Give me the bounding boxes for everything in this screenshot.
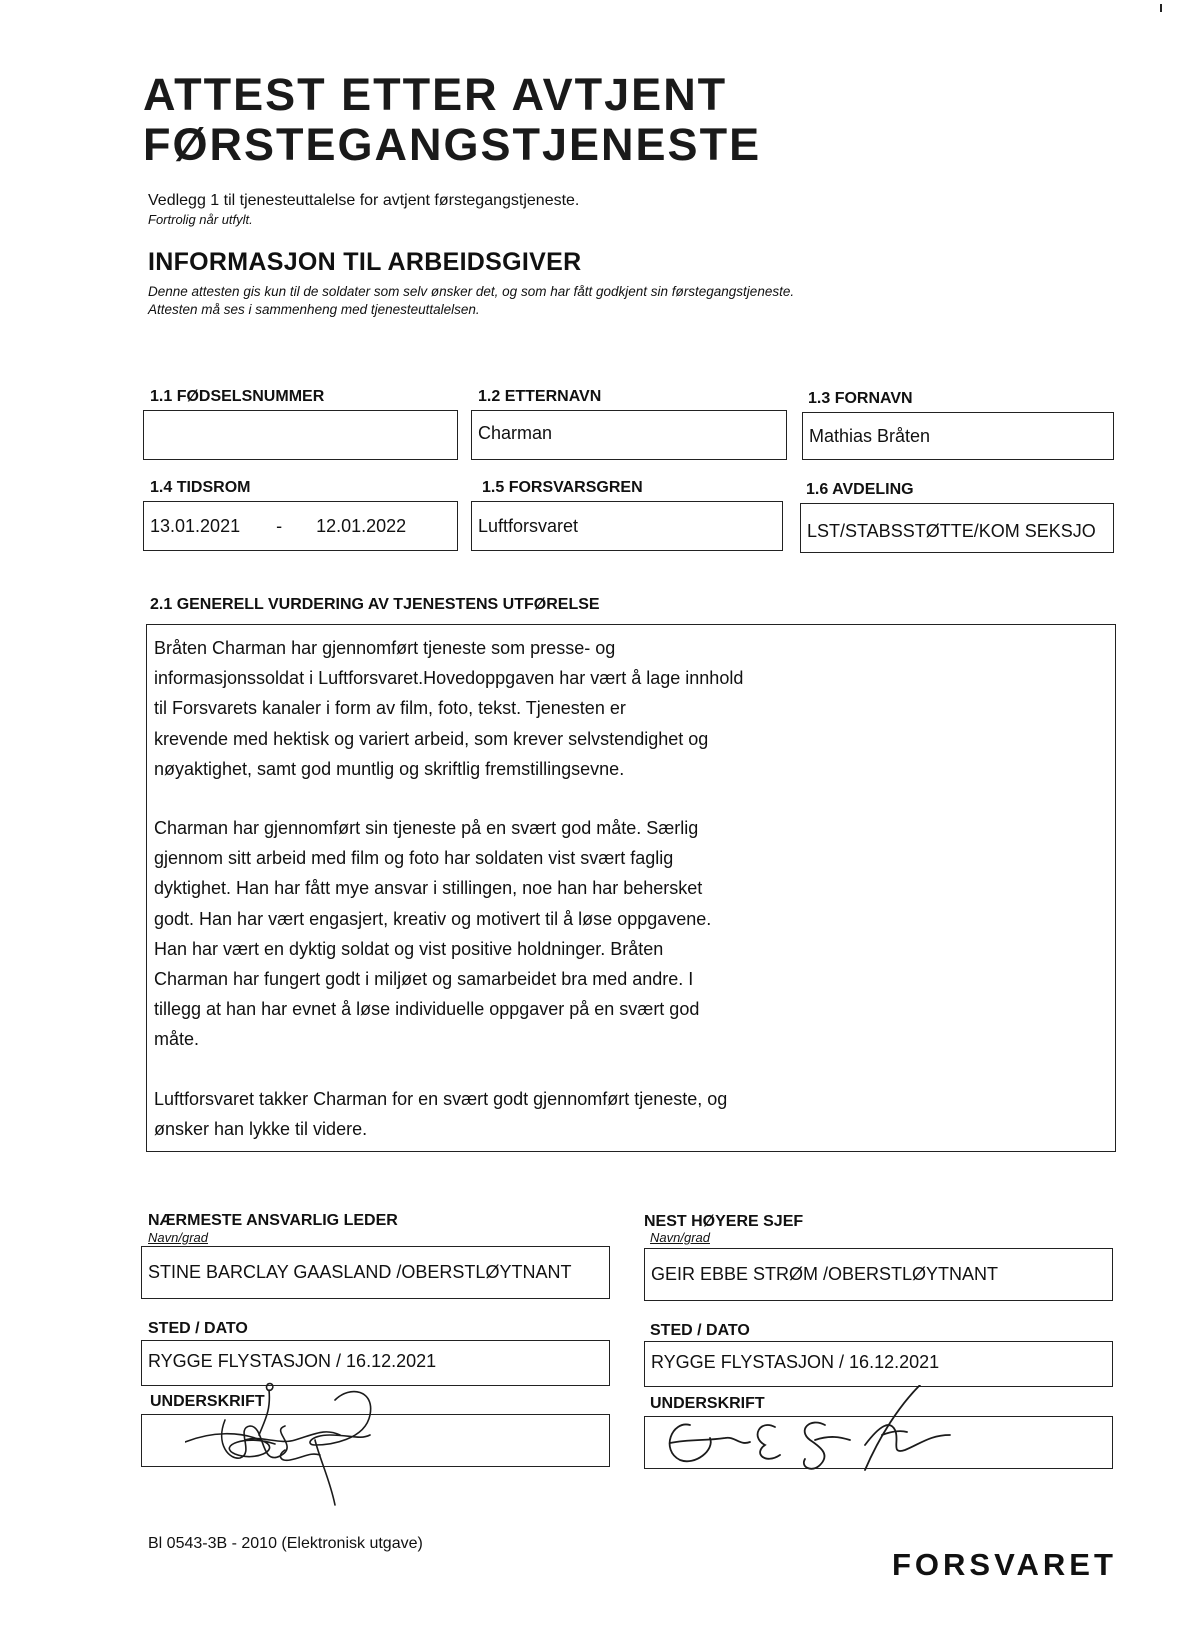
- assessment-paragraph-1: Bråten Charman har gjennomført tjeneste som presse- og informasjonssoldat i Luftforsvaret.Hovedoppgaven har vært å lage innhold til Forsvarets kanaler i form av film, foto, tekst. Tjenesten er krevende med hektisk og variert arbeid, som krever selvstendighet og nøyaktighet, samt god muntlig og skriftlig fremstillingsevne.: [154, 638, 744, 779]
- birth-number-field[interactable]: [143, 410, 458, 460]
- right-place-value: RYGGE FLYSTASJON / 16.12.2021: [651, 1352, 940, 1372]
- forsvaret-logo: [892, 1547, 1117, 1583]
- branch-value: Luftforsvaret: [478, 516, 579, 536]
- right-place-label: STED / DATO: [650, 1322, 750, 1339]
- period-separator: -: [276, 515, 283, 536]
- right-signature-drawing: [650, 1385, 970, 1480]
- branch-field[interactable]: [471, 501, 783, 551]
- firstname-value: Mathias Bråten: [809, 425, 931, 446]
- surname-field[interactable]: [471, 410, 787, 460]
- surname-value: Charman: [478, 423, 553, 443]
- period-to-value: 12.01.2022: [316, 515, 407, 536]
- subtitle: Vedlegg 1 til tjenesteuttalelse for avtjent førstegangstjeneste.: [148, 192, 580, 209]
- period-field[interactable]: [143, 501, 458, 551]
- right-name-sublabel: Navn/grad: [650, 1230, 710, 1245]
- right-name-field[interactable]: [644, 1248, 1113, 1301]
- section-note-1: Denne attesten gis kun til de soldater som selv ønsker det, og som har fått godkjent sin førstegangstjeneste.: [148, 284, 795, 299]
- right-place-field[interactable]: [644, 1341, 1113, 1387]
- left-place-value: RYGGE FLYSTASJON / 16.12.2021: [148, 1351, 437, 1371]
- branch-label: 1.5 FORSVARSGREN: [482, 479, 643, 496]
- right-signature-label: UNDERSKRIFT: [650, 1395, 765, 1412]
- title-line-1: ATTEST ETTER AVTJENT: [143, 69, 728, 120]
- document-title: [143, 70, 761, 170]
- section-heading: INFORMASJON TIL ARBEIDSGIVER: [148, 248, 582, 276]
- form-code: Bl 0543-3B - 2010 (Elektronisk utgave): [148, 1535, 423, 1552]
- left-signature-drawing: [185, 1380, 415, 1510]
- period-label: 1.4 TIDSROM: [150, 479, 251, 496]
- department-field[interactable]: [800, 503, 1114, 553]
- left-place-label: STED / DATO: [148, 1320, 248, 1337]
- left-name-value: STINE BARCLAY GAASLAND /OBERSTLØYTNANT: [148, 1262, 572, 1282]
- left-name-sublabel: Navn/grad: [148, 1230, 208, 1245]
- firstname-label: 1.3 FORNAVN: [808, 390, 913, 407]
- title-line-2: FØRSTEGANGSTJENESTE: [143, 119, 762, 170]
- section-note-2: Attesten må ses i sammenheng med tjenesteuttalelsen.: [148, 302, 480, 317]
- confidential-note: Fortrolig når utfylt.: [148, 212, 253, 227]
- assessment-textarea[interactable]: [146, 624, 1116, 1152]
- logo-text: FORSVARET: [892, 1547, 1117, 1582]
- scan-edge-mark: [1160, 4, 1162, 12]
- left-name-field[interactable]: [141, 1246, 610, 1299]
- assessment-paragraph-2: Charman har gjennomført sin tjeneste på en svært god måte. Særlig gjennom sitt arbeid med film og foto har soldaten vist svært faglig dyktighet. Han har fått mye ansvar i stillingen, noe han har behersket godt. Han har vært engasjert, kreativ og motivert til å løse oppgavene. Han har vært en dyktig soldat og vist positive holdninger. Bråten Charman har fungert godt i miljøet og samarbeidet bra med andre. I tillegg at han har evnet å løse individuelle oppgaver på en svært god måte.: [154, 818, 712, 1050]
- period-from-value: 13.01.2021: [150, 515, 241, 536]
- assessment-paragraph-3: Luftforsvaret takker Charman for en svært godt gjennomført tjeneste, og ønsker han lykke til videre.: [154, 1088, 728, 1139]
- department-value: LST/STABSSTØTTE/KOM SEKSJO: [807, 521, 1096, 541]
- right-name-value: GEIR EBBE STRØM /OBERSTLØYTNANT: [651, 1264, 999, 1284]
- left-role-label: NÆRMESTE ANSVARLIG LEDER: [148, 1212, 398, 1229]
- right-role-label: NEST HØYERE SJEF: [644, 1213, 804, 1230]
- birth-number-label: 1.1 FØDSELSNUMMER: [150, 388, 325, 405]
- left-signature-label: UNDERSKRIFT: [150, 1393, 265, 1410]
- assessment-label: 2.1 GENERELL VURDERING AV TJENESTENS UTFØRELSE: [150, 596, 600, 613]
- firstname-field[interactable]: [802, 412, 1114, 460]
- surname-label: 1.2 ETTERNAVN: [478, 388, 602, 405]
- department-label: 1.6 AVDELING: [806, 481, 914, 498]
